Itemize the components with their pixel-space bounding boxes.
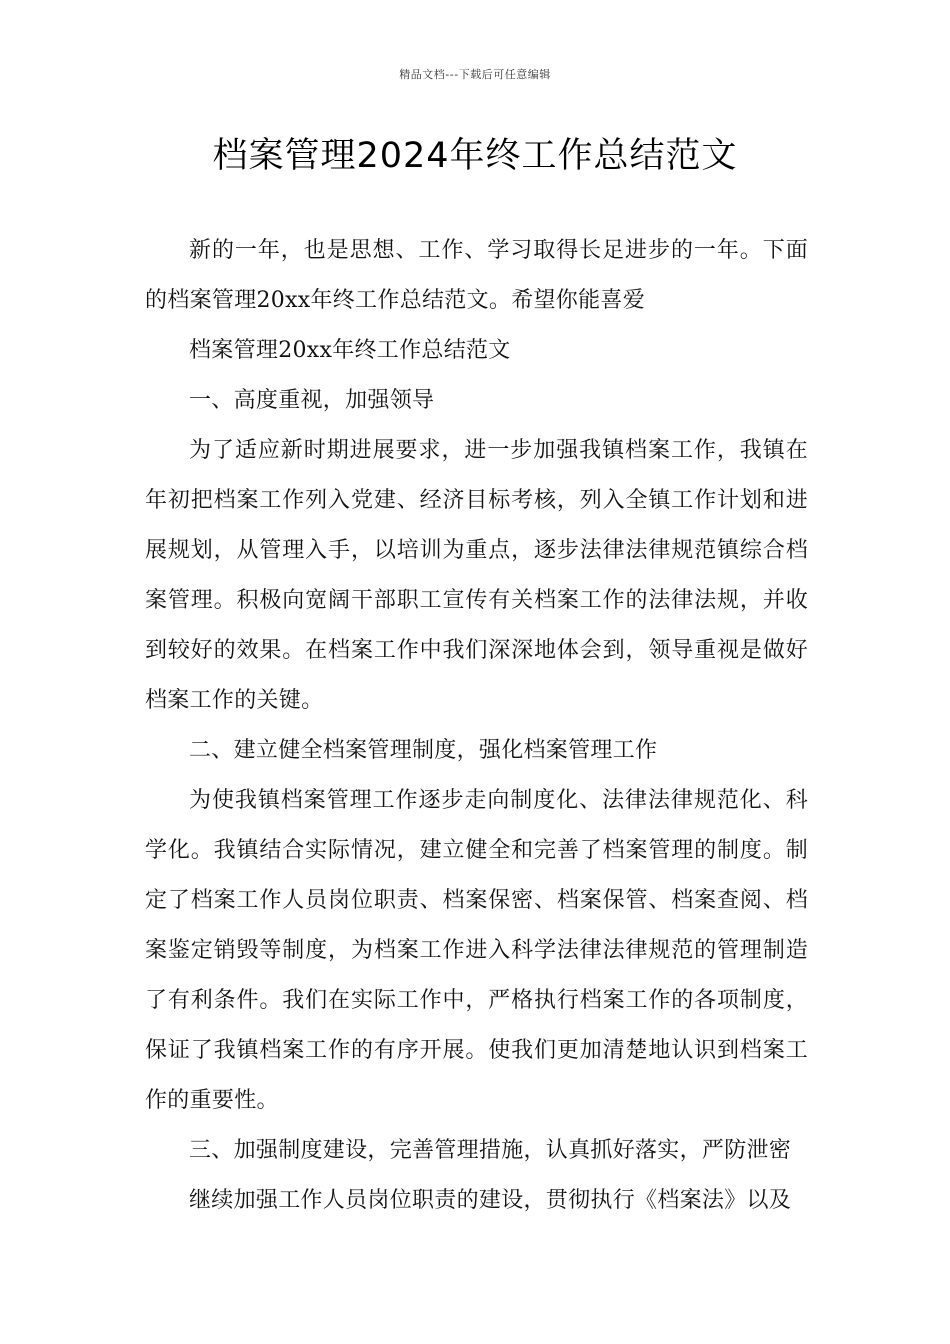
section-heading-3: 三、加强制度建设，完善管理措施，认真抓好落实，严防泄密 xyxy=(189,1138,792,1163)
paragraph-section-1: 为了适应新时期进展要求，进一步加强我镇档案工作，我镇在年初把档案工作列入党建、经济目标考核，列入全镇工作计划和进展规划，从管理入手，以培训为重点，逐步法律法律规范镇综合档案管理。积极向宽阔干部职工宣传有关档案工作的法律法规，并收到较好的效果。在档案工作中我们深深地体会到，领导重视是做好档案工作的关键。 xyxy=(145,438,808,713)
header-note: 精品文档---下载后可任意编辑 xyxy=(399,68,551,81)
section-heading-1: 一、高度重视，加强领导 xyxy=(189,388,435,413)
paragraph-intro: 新的一年，也是思想、工作、学习取得长足进步的一年。下面的档案管理20xx年终工作总结范文。希望你能喜爱 xyxy=(145,238,808,313)
paragraph-section-3: 继续加强工作人员岗位职责的建设，贯彻执行《档案法》以及 xyxy=(189,1188,792,1213)
section-heading-2: 二、建立健全档案管理制度，强化档案管理工作 xyxy=(189,738,658,763)
paragraph-subtitle: 档案管理20xx年终工作总结范文 xyxy=(189,338,511,363)
document-title: 档案管理2024年终工作总结范文 xyxy=(212,136,738,176)
document-body xyxy=(145,226,808,1226)
paragraph-section-2: 为使我镇档案管理工作逐步走向制度化、法律法律规范化、科学化。我镇结合实际情况，建立健全和完善了档案管理的制度。制定了档案工作人员岗位职责、档案保密、档案保管、档案查阅、档案鉴定销毁等制度，为档案工作进入科学法律法律规范的管理制造了有利条件。我们在实际工作中，严格执行档案工作的各项制度，保证了我镇档案工作的有序开展。使我们更加清楚地认识到档案工作的重要性。 xyxy=(145,788,808,1113)
